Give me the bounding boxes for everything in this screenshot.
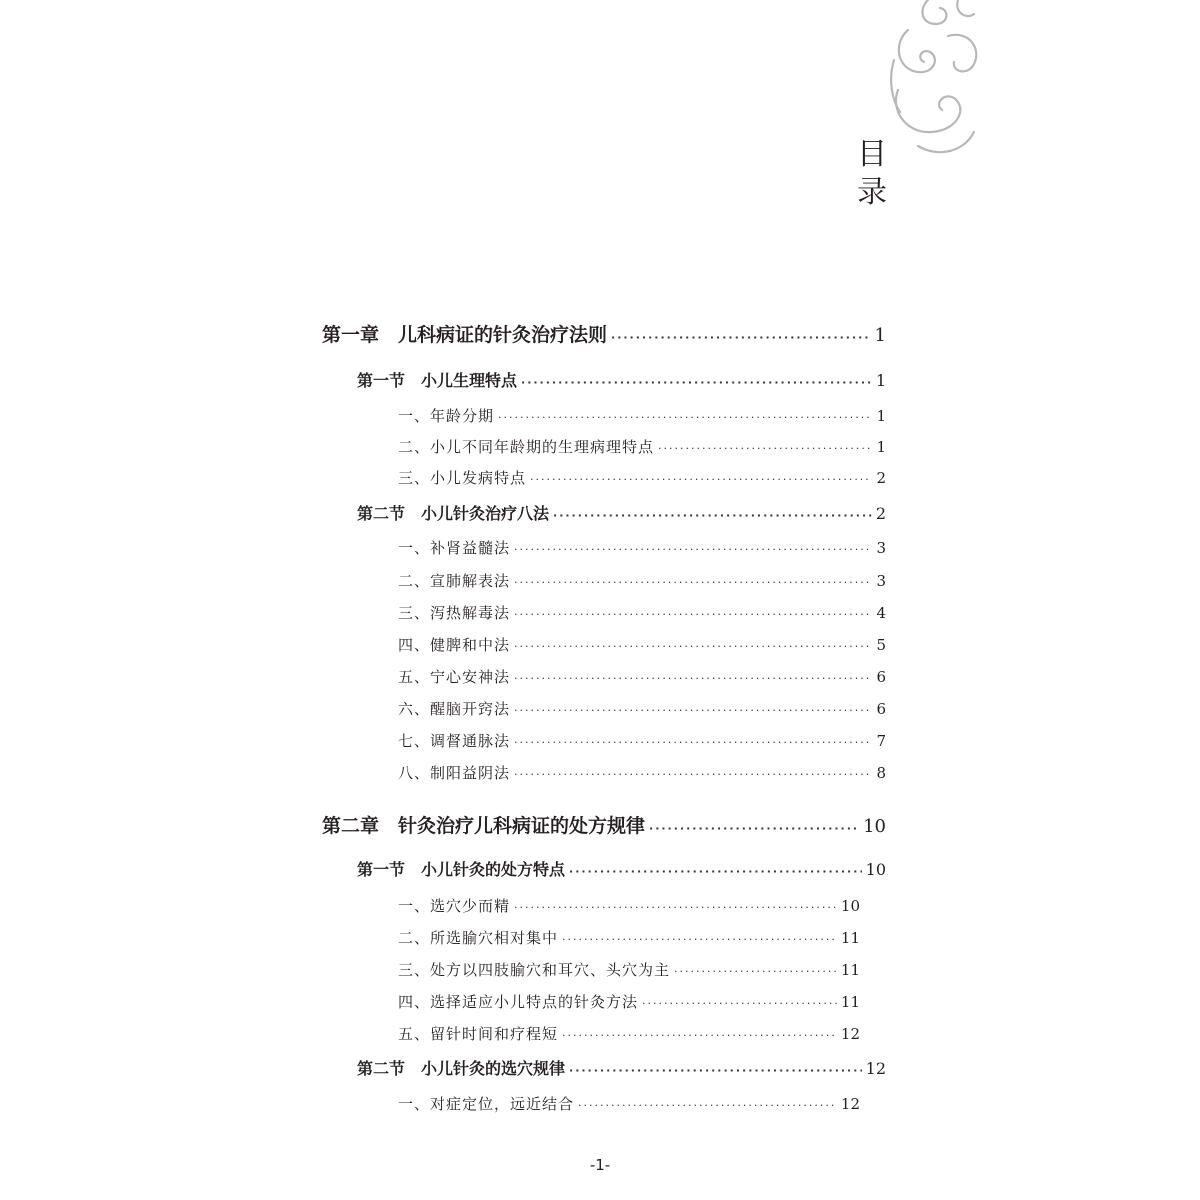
toc-entry-section[interactable] xyxy=(357,501,886,524)
dot-leader xyxy=(674,965,837,978)
dot-leader xyxy=(514,543,872,556)
toc-entry-page: 1 xyxy=(876,438,886,456)
toc-entry-item[interactable] xyxy=(398,1023,860,1044)
toc-entry-page: 5 xyxy=(876,636,886,654)
toc-entry-label: 二、小儿不同年龄期的生理病理特点 xyxy=(398,438,655,456)
dot-leader xyxy=(514,901,837,914)
toc-entry-page: 11 xyxy=(840,961,860,979)
toc-entry-page: 8 xyxy=(876,764,886,782)
toc-entry-label: 第二节 小儿针灸的选穴规律 xyxy=(357,1059,566,1078)
dot-leader xyxy=(514,736,872,749)
toc-entry-label: 一、补肾益髓法 xyxy=(398,539,511,557)
toc-entry-label: 三、小儿发病特点 xyxy=(398,469,527,487)
toc-entry-page: 11 xyxy=(840,993,860,1011)
dot-leader xyxy=(642,997,837,1010)
toc-entry-item[interactable] xyxy=(398,959,860,980)
toc-entry-page: 3 xyxy=(876,539,886,557)
dot-leader xyxy=(514,672,872,685)
toc-entry-item[interactable] xyxy=(398,537,886,558)
dot-leader xyxy=(530,473,872,486)
toc-entry-page: 1 xyxy=(874,325,886,346)
toc-entry-item[interactable] xyxy=(398,762,886,783)
toc-entry-page: 12 xyxy=(840,1095,860,1113)
toc-entry-label: 二、所选腧穴相对集中 xyxy=(398,929,559,947)
dot-leader xyxy=(514,576,872,589)
toc-entry-item[interactable] xyxy=(398,991,860,1012)
dot-leader xyxy=(578,1099,837,1112)
toc-entry-label: 第一节 小儿针灸的处方特点 xyxy=(357,860,566,879)
dot-leader xyxy=(514,640,872,653)
toc-entry-label: 七、调督通脉法 xyxy=(398,732,511,750)
toc-entry-label: 八、制阳益阴法 xyxy=(398,764,511,782)
toc-entry-label: 第二节 小儿针灸治疗八法 xyxy=(357,504,550,523)
toc-entry-label: 一、选穴少而精 xyxy=(398,897,511,915)
toc-entry-page: 6 xyxy=(876,700,886,718)
toc-entry-label: 四、健脾和中法 xyxy=(398,636,511,654)
dot-leader xyxy=(649,822,859,835)
title-char: 录 xyxy=(857,175,887,210)
toc-entry-section[interactable] xyxy=(357,857,886,880)
toc-entry-label: 第二章 针灸治疗儿科病证的处方规律 xyxy=(322,815,646,837)
toc-entry-label: 五、留针时间和疗程短 xyxy=(398,1025,559,1043)
toc-entry-page: 10 xyxy=(863,816,886,837)
toc-entry-item[interactable] xyxy=(398,634,886,655)
toc-entry-page: 11 xyxy=(840,929,860,947)
toc-entry-label: 四、选择适应小儿特点的针灸方法 xyxy=(398,993,639,1011)
toc-entry-item[interactable] xyxy=(398,895,860,916)
toc-entry-item[interactable] xyxy=(398,467,886,488)
toc-entry-label: 第一章 儿科病证的针灸治疗法则 xyxy=(322,324,608,346)
toc-entry-page: 3 xyxy=(876,572,886,590)
dot-leader xyxy=(514,608,872,621)
toc-entry-chapter[interactable] xyxy=(322,320,886,347)
toc-entry-page: 7 xyxy=(876,732,886,750)
toc-entry-item[interactable] xyxy=(398,1093,860,1114)
dot-leader xyxy=(569,865,862,878)
title-char: 目 xyxy=(857,137,887,172)
toc-entry-page: 2 xyxy=(876,469,886,487)
dot-leader xyxy=(562,1029,837,1042)
toc-entry-label: 一、对症定位，远近结合 xyxy=(398,1095,575,1113)
dot-leader xyxy=(521,376,872,389)
toc-entry-page: 1 xyxy=(875,371,886,390)
toc-entry-label: 二、宣肺解表法 xyxy=(398,572,511,590)
toc-entry-label: 一、年龄分期 xyxy=(398,407,495,425)
toc-entry-item[interactable] xyxy=(398,436,886,457)
toc-entry-label: 第一节 小儿生理特点 xyxy=(357,371,518,390)
dot-leader xyxy=(569,1064,862,1077)
toc-entry-item[interactable] xyxy=(398,570,886,591)
dot-leader xyxy=(514,704,872,717)
toc-entry-page: 10 xyxy=(840,897,860,915)
toc-entry-page: 12 xyxy=(865,1059,886,1078)
toc-entry-label: 六、醒脑开窍法 xyxy=(398,700,511,718)
toc-entry-chapter[interactable] xyxy=(322,811,886,838)
dot-leader xyxy=(553,509,872,522)
toc-entry-section[interactable] xyxy=(357,1056,886,1079)
toc-entry-section[interactable] xyxy=(357,368,886,391)
toc-entry-label: 三、处方以四肢腧穴和耳穴、头穴为主 xyxy=(398,961,671,979)
dot-leader xyxy=(658,442,872,455)
toc-entry-item[interactable] xyxy=(398,405,886,426)
toc-entry-page: 1 xyxy=(876,407,886,425)
toc-entry-page: 4 xyxy=(876,604,886,622)
toc-entry-item[interactable] xyxy=(398,730,886,751)
toc-entry-page: 2 xyxy=(875,504,886,523)
toc-entry-item[interactable] xyxy=(398,927,860,948)
toc-entry-page: 6 xyxy=(876,668,886,686)
toc-entry-page: 10 xyxy=(865,860,886,879)
toc-entry-page: 12 xyxy=(840,1025,860,1043)
toc-entry-label: 五、宁心安神法 xyxy=(398,668,511,686)
toc-entry-label: 三、泻热解毒法 xyxy=(398,604,511,622)
dot-leader xyxy=(514,768,872,781)
toc-entry-item[interactable] xyxy=(398,602,886,623)
toc-entry-item[interactable] xyxy=(398,698,886,719)
page-number: -1- xyxy=(589,1156,611,1174)
dot-leader xyxy=(611,331,871,344)
dot-leader xyxy=(498,411,872,424)
toc-entry-item[interactable] xyxy=(398,666,886,687)
dot-leader xyxy=(562,933,837,946)
